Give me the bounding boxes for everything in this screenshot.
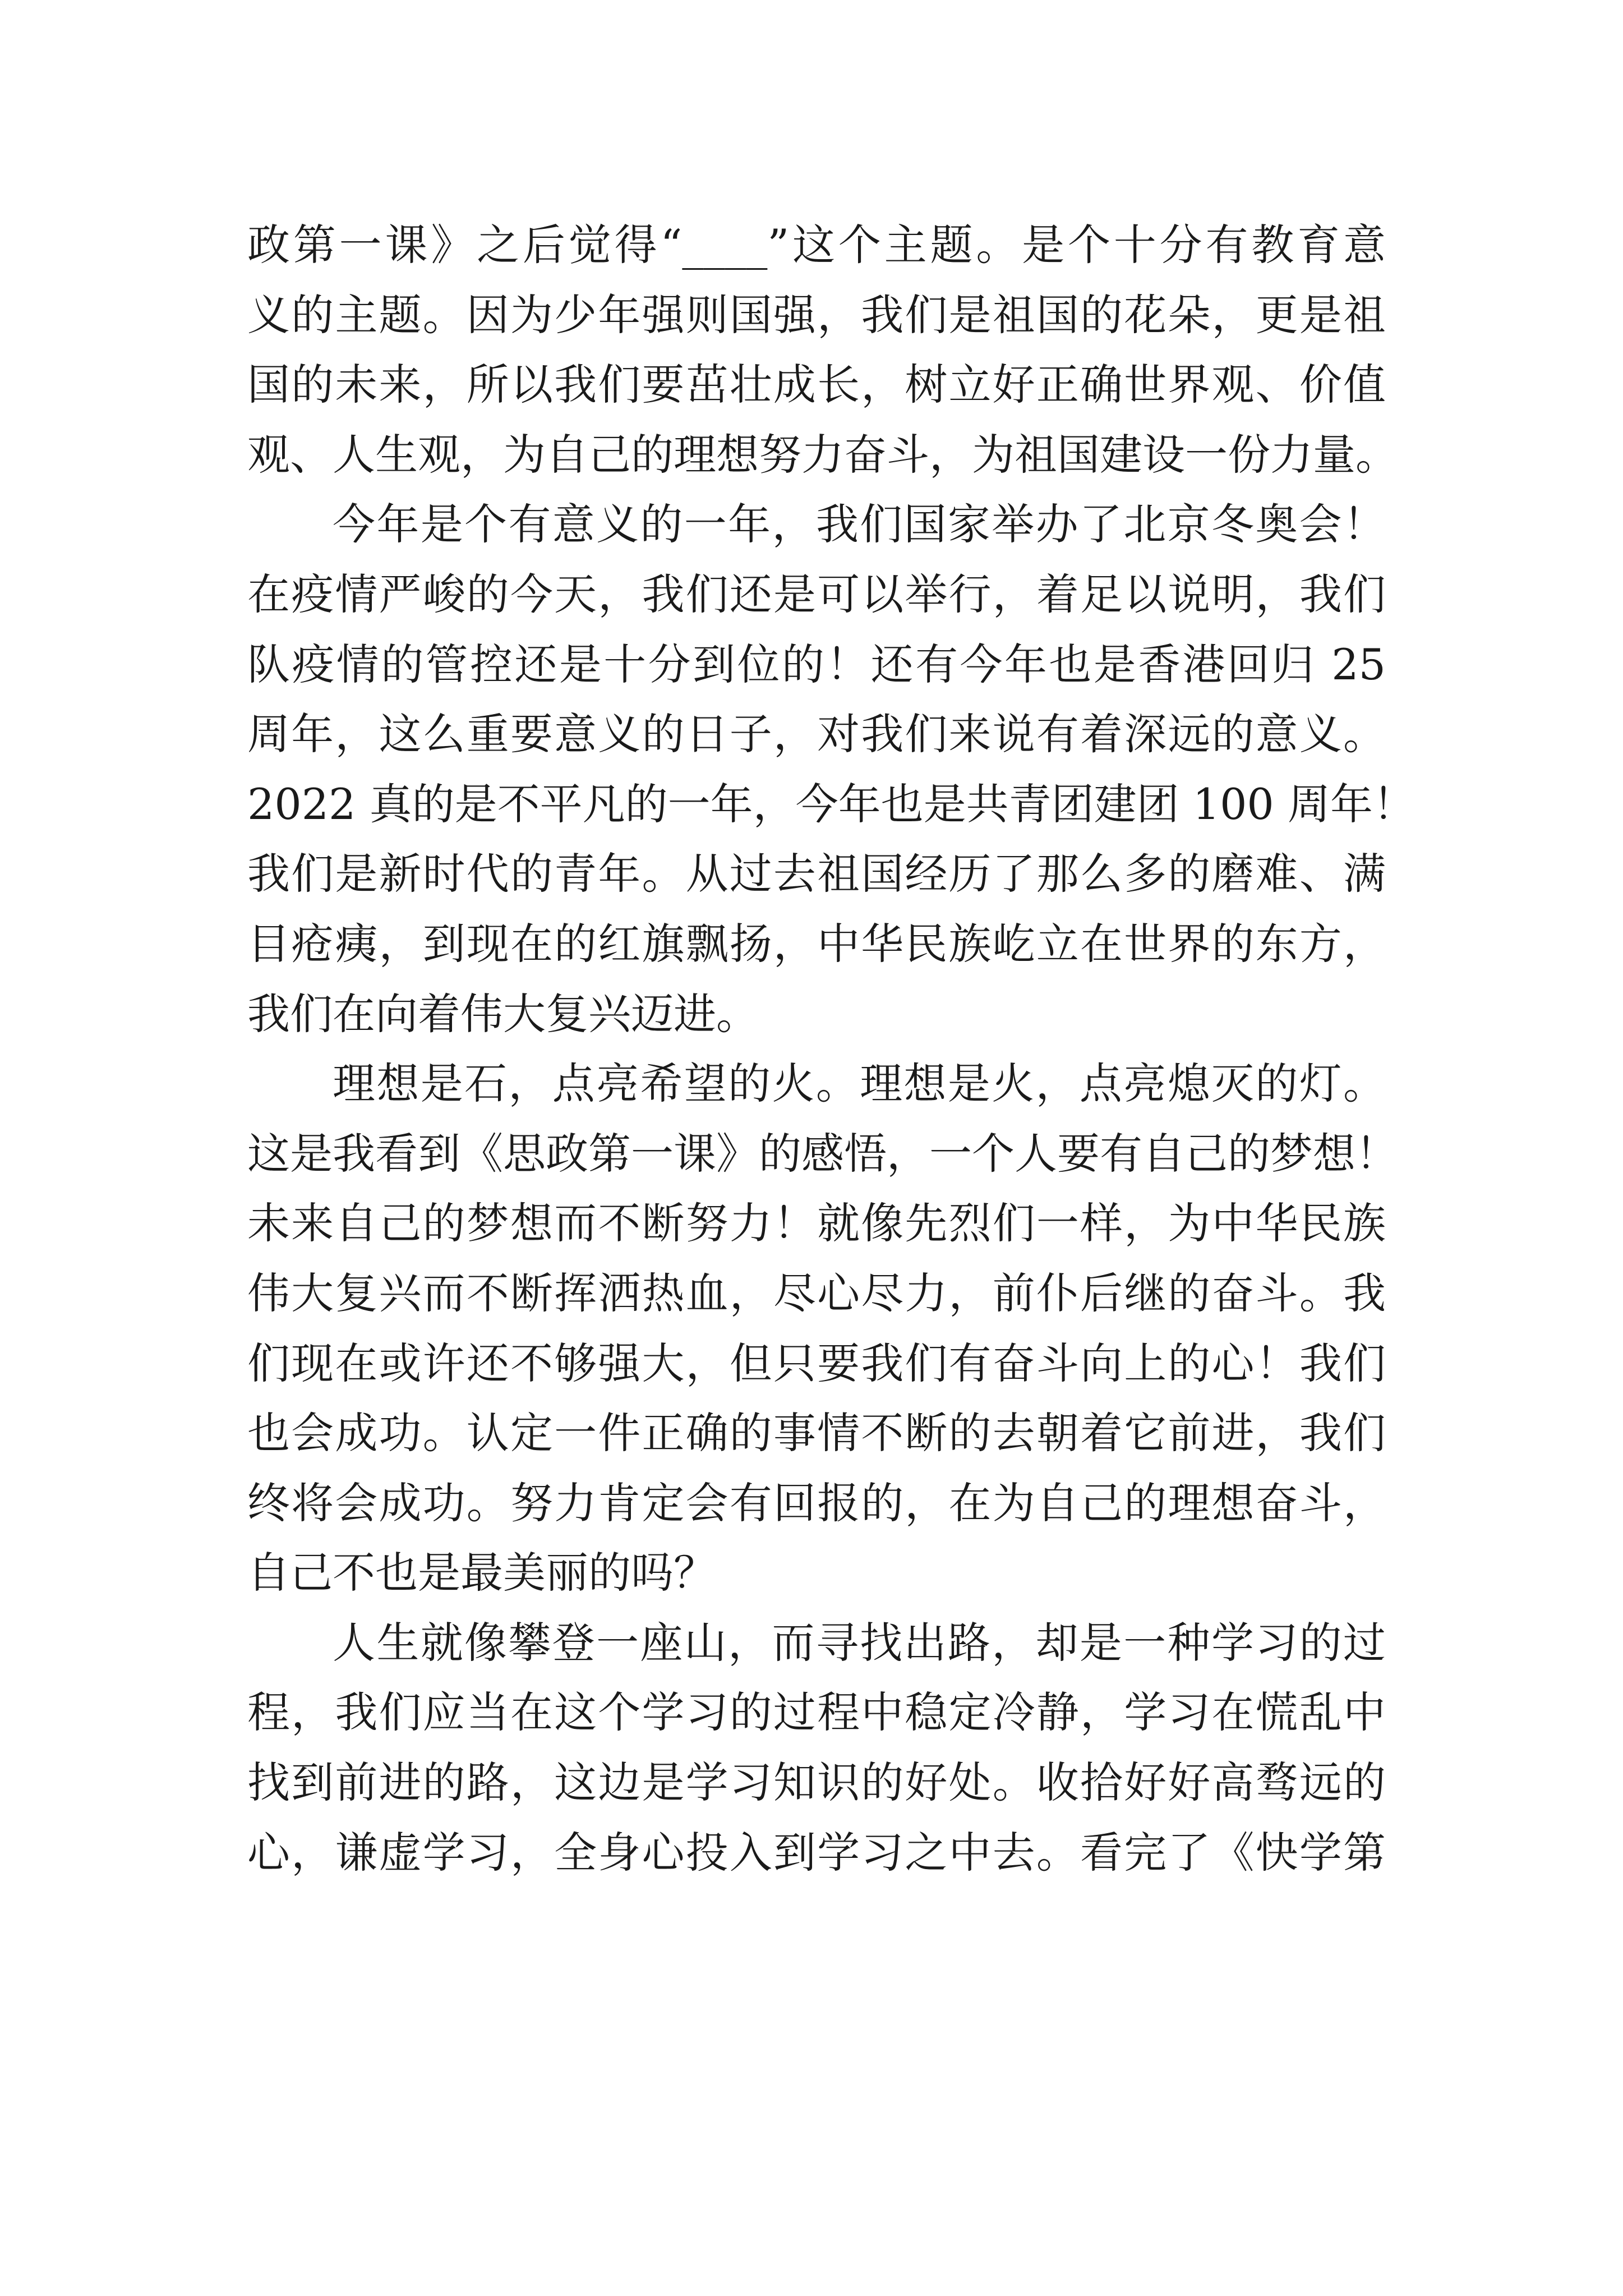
text-line: 们现在或许还不够强大，但只要我们有奋斗向上的心！我们 xyxy=(247,1338,1386,1388)
paragraph-first-line: 今年是个有意义的一年，我们国家举办了北京冬奥会！ xyxy=(333,499,1386,550)
text-line: 伟大复兴而不断挥洒热血，尽心尽力，前仆后继的奋斗。我 xyxy=(247,1268,1386,1318)
text-line: 国的未来，所以我们要茁壮成长，树立好正确世界观、价值 xyxy=(247,360,1386,410)
paragraph-last-line: 我们在向着伟大复兴迈进。 xyxy=(247,988,759,1039)
text-line: 观、人生观，为自己的理想努力奋斗，为祖国建设一份力量。 xyxy=(247,429,1398,480)
paragraph-first-line: 人生就像攀登一座山，而寻找出路，却是一种学习的过 xyxy=(333,1617,1386,1668)
paragraph-last-line: 自己不也是最美丽的吗？ xyxy=(247,1548,716,1598)
text-line: 这是我看到《思政第一课》的感悟，一个人要有自己的梦想！ xyxy=(247,1128,1398,1179)
text-line: 目疮痍，到现在的红旗飘扬，中华民族屹立在世界的东方， xyxy=(247,918,1386,969)
paragraph-first-line: 理想是石，点亮希望的火。理想是火，点亮熄灭的灯。 xyxy=(333,1059,1386,1109)
text-line: 找到前进的路，这边是学习知识的好处。收拾好好高骛远的 xyxy=(247,1757,1386,1808)
text-line: 终将会成功。努力肯定会有回报的，在为自己的理想奋斗， xyxy=(247,1478,1386,1528)
text-line: 心，谦虚学习，全身心投入到学习之中去。看完了《快学第 xyxy=(247,1827,1386,1878)
text-line: 义的主题。因为少年强则国强，我们是祖国的花朵，更是祖 xyxy=(247,289,1386,340)
text-line: 在疫情严峻的今天，我们还是可以举行，着足以说明，我们 xyxy=(247,569,1386,619)
text-line: 政第一课》之后觉得“____”这个主题。是个十分有教育意 xyxy=(247,220,1386,270)
text-line: 周年，这么重要意义的日子，对我们来说有着深远的意义。 xyxy=(247,709,1386,760)
text-line: 未来自己的梦想而不断努力！就像先烈们一样，为中华民族 xyxy=(247,1198,1386,1249)
text-line: 程，我们应当在这个学习的过程中稳定冷静，学习在慌乱中 xyxy=(247,1687,1386,1738)
text-line: 队疫情的管控还是十分到位的！还有今年也是香港回归 25 xyxy=(247,639,1386,689)
text-line: 2022 真的是不平凡的一年，今年也是共青团建团 100 周年！ xyxy=(247,779,1415,829)
text-line: 我们是新时代的青年。从过去祖国经历了那么多的磨难、满 xyxy=(247,849,1386,899)
text-line: 也会成功。认定一件正确的事情不断的去朝着它前进，我们 xyxy=(247,1408,1386,1458)
document-body xyxy=(247,210,1415,1888)
